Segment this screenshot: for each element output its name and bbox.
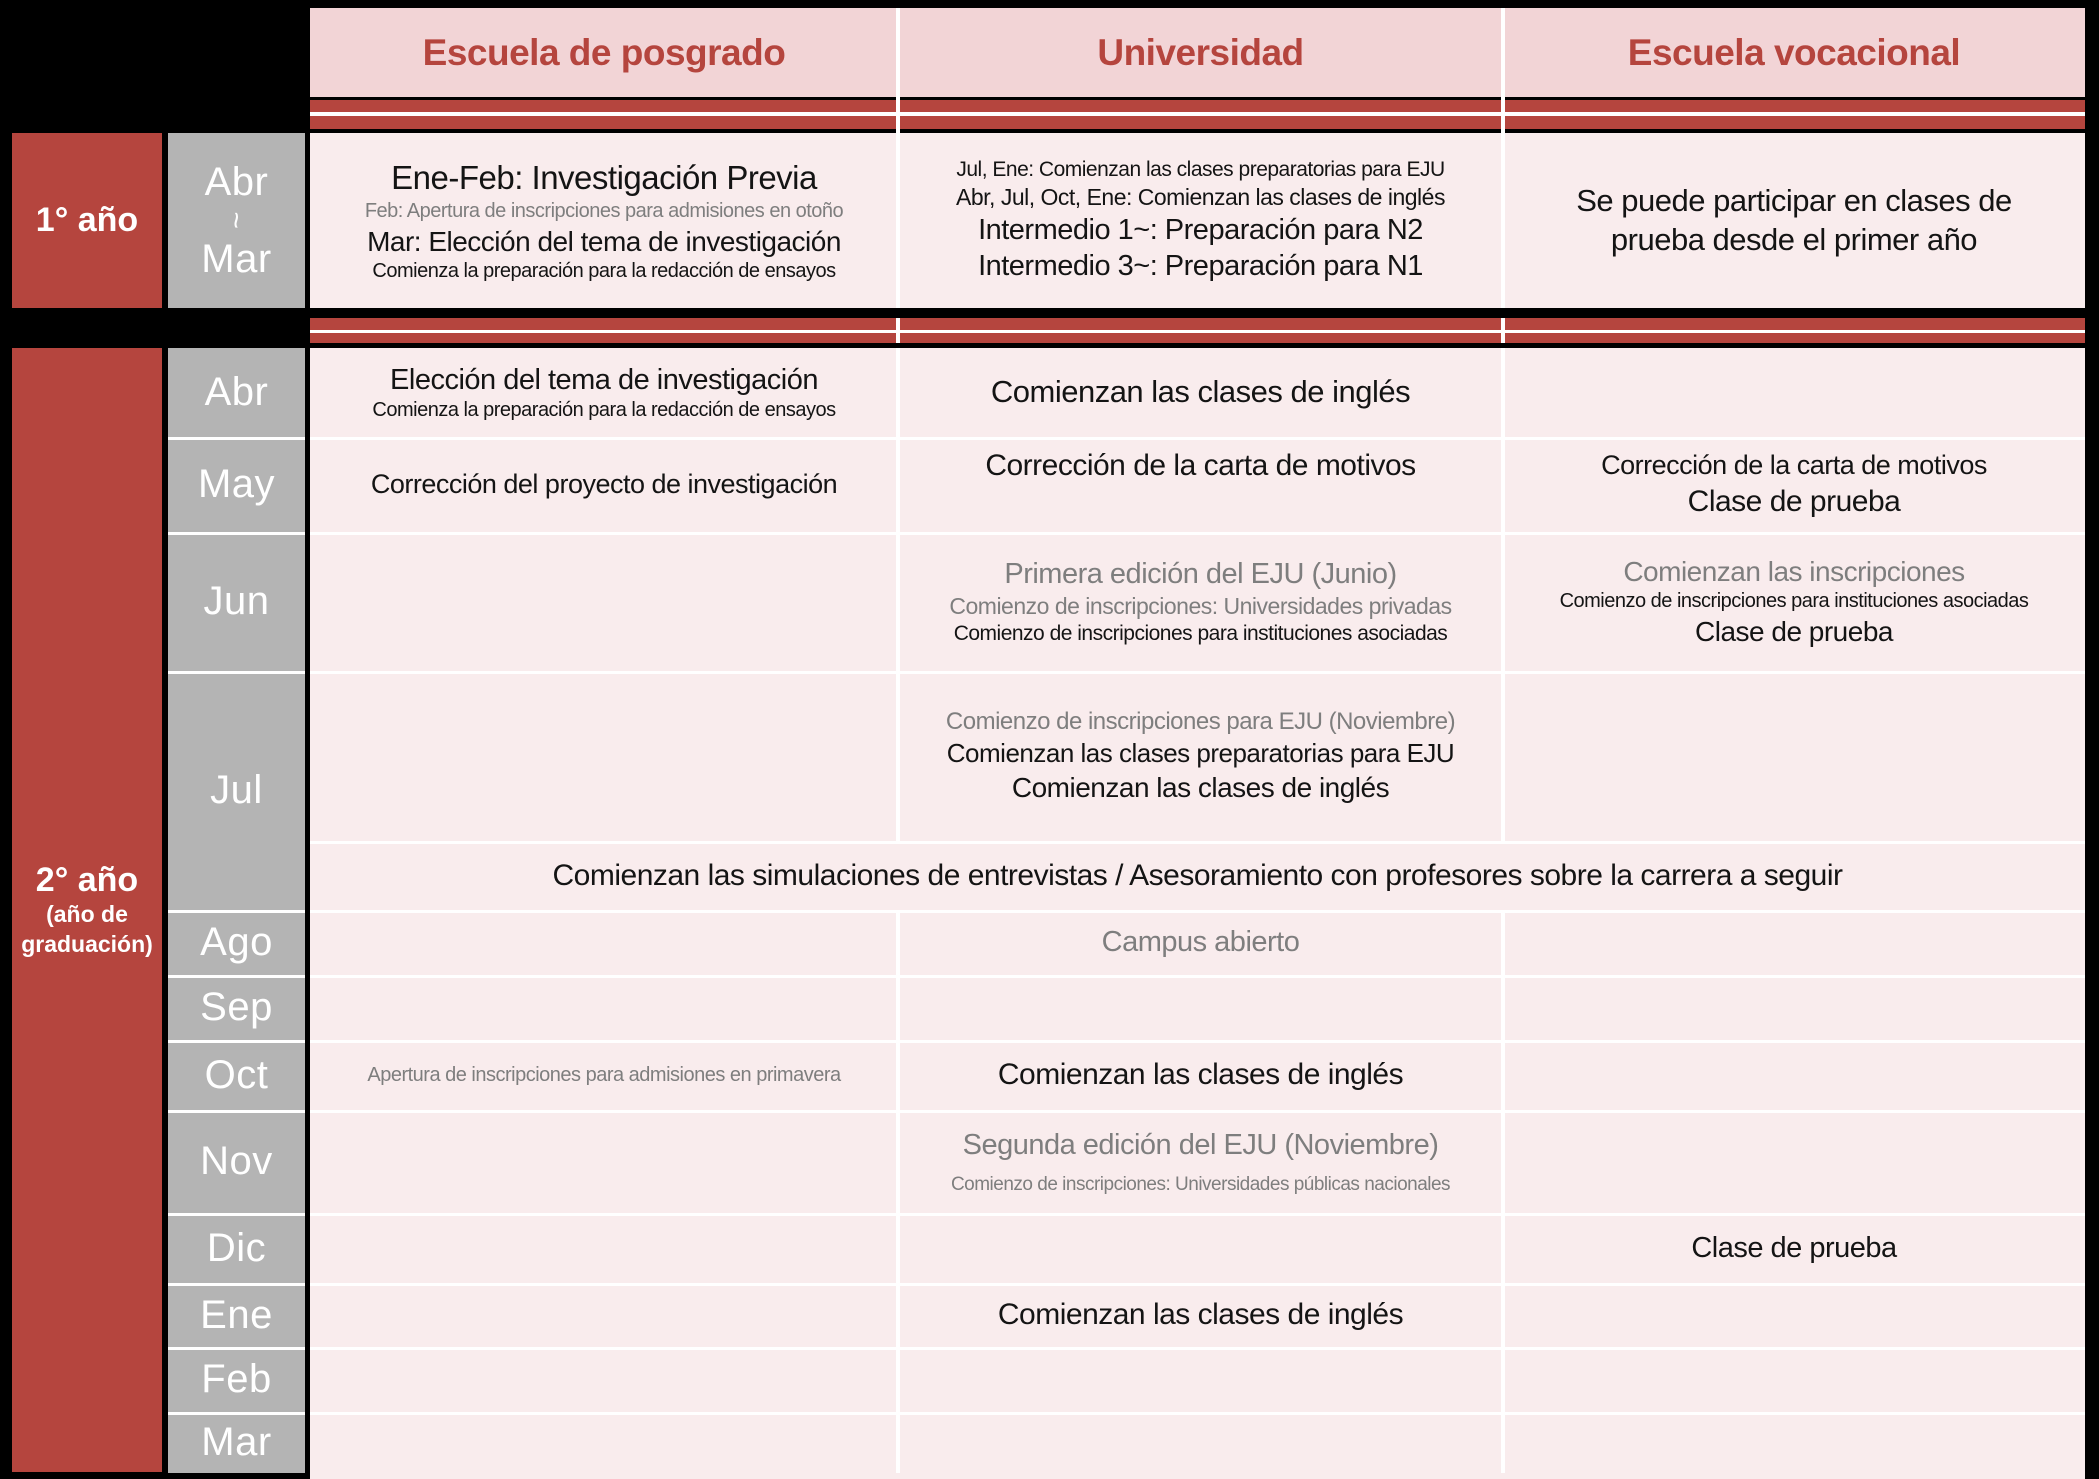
cell-nov-universidad xyxy=(898,1110,1503,1213)
cell-nov-posgrado-empty xyxy=(310,1110,898,1213)
cell-ago-universidad xyxy=(898,910,1503,975)
month-label: May xyxy=(197,462,276,506)
cell-oct-vocacional-empty xyxy=(1503,1040,2085,1110)
month-label: Sep xyxy=(200,985,273,1029)
cell-jul-posgrado-empty xyxy=(310,671,898,841)
month-label: Abr xyxy=(204,370,269,414)
cell-sep-universidad-empty xyxy=(898,975,1503,1040)
grid-line xyxy=(168,532,2085,535)
grid-line xyxy=(168,1040,2085,1043)
jun-vocacional-line3: Clase de prueba xyxy=(1695,616,1893,647)
may-vocacional-line1: Corrección de la carta de motivos xyxy=(1601,449,1987,480)
cell-year1-universidad xyxy=(898,133,1503,308)
abr-universidad-line1: Comienzan las clases de inglés xyxy=(990,374,1411,410)
month-label: Mar xyxy=(201,1420,272,1464)
year1-universidad-line1: Jul, Ene: Comienzan las clases preparatorias para EJU xyxy=(956,157,1445,181)
cell-dic-vocacional xyxy=(1503,1213,2085,1283)
grid-line xyxy=(168,910,2085,913)
year1-month-top: Abr xyxy=(204,160,269,204)
month-cell-mar xyxy=(168,1412,305,1473)
month-cell-sep xyxy=(168,975,305,1040)
cell-dic-universidad-empty xyxy=(898,1213,1503,1283)
cell-jul-universidad xyxy=(898,671,1503,841)
month-cell-nov xyxy=(168,1110,305,1213)
month-label: Ago xyxy=(200,920,273,964)
cell-year1-vocacional xyxy=(1503,133,2085,308)
grid-line xyxy=(896,318,900,343)
abr-posgrado-line1: Elección del tema de investigación xyxy=(390,363,818,396)
cell-dic-posgrado-empty xyxy=(310,1213,898,1283)
month-cell-dic xyxy=(168,1213,305,1283)
column-gap-mask xyxy=(305,97,310,1479)
header-posgrado-label: Escuela de posgrado xyxy=(422,31,786,73)
year1-label: 1° año xyxy=(35,201,139,239)
year1-cell xyxy=(12,133,162,308)
cell-feb-vocacional-empty xyxy=(1503,1347,2085,1412)
jun-vocacional-line2: Comienzo de inscripciones para instituciones asociadas xyxy=(1559,590,2029,612)
year1-month-bottom: Mar xyxy=(201,237,272,281)
jul-universidad-line1: Comienzo de inscripciones para EJU (Noviembre) xyxy=(945,708,1456,736)
year2-label: 2° año xyxy=(35,860,139,899)
grid-line xyxy=(168,1110,2085,1113)
header-universidad-label: Universidad xyxy=(1097,31,1304,73)
year1-posgrado-line4: Comienza la preparación para la redacción de ensayos xyxy=(372,259,836,282)
grid-line xyxy=(168,671,2085,674)
grid-line xyxy=(896,348,900,841)
cell-feb-posgrado-empty xyxy=(310,1347,898,1412)
year2-cell xyxy=(12,348,162,1472)
dic-vocacional-line1: Clase de prueba xyxy=(1691,1231,1897,1264)
oct-universidad-line1: Comienzan las clases de inglés xyxy=(997,1058,1404,1092)
cell-mar-posgrado-empty xyxy=(310,1412,898,1479)
grid-line xyxy=(1501,910,1505,1473)
cell-sep-vocacional-empty xyxy=(1503,975,2085,1040)
month-label: Feb xyxy=(201,1357,272,1401)
year1-universidad-line2: Abr, Jul, Oct, Ene: Comienzan las clases de inglés xyxy=(956,184,1445,210)
month-cell-ago xyxy=(168,910,305,975)
grid-line xyxy=(168,1283,2085,1286)
cell-oct-universidad xyxy=(898,1040,1503,1110)
may-vocacional-line2: Clase de prueba xyxy=(1687,484,1901,518)
year1-universidad-line3: Intermedio 1~: Preparación para N2 xyxy=(978,213,1423,246)
month-cell-feb xyxy=(168,1347,305,1412)
grid-line xyxy=(168,1213,2085,1216)
cell-mar-universidad-empty xyxy=(898,1412,1503,1479)
header-vocacional-label: Escuela vocacional xyxy=(1627,31,1961,73)
cell-ago-posgrado-empty xyxy=(310,910,898,975)
may-posgrado-line1: Corrección del proyecto de investigación xyxy=(370,468,838,499)
grid-line xyxy=(168,1412,2085,1415)
cell-may-universidad xyxy=(898,437,1503,532)
month-cell-jun xyxy=(168,532,305,671)
oct-posgrado-line1: Apertura de inscripciones para admisiones en primavera xyxy=(367,1063,841,1086)
jun-vocacional-line1: Comienzan las inscripciones xyxy=(1623,556,1965,587)
year1-universidad-line4: Intermedio 3~: Preparación para N1 xyxy=(978,250,1423,282)
ene-universidad-line1: Comienzan las clases de inglés xyxy=(997,1298,1404,1332)
grid-line xyxy=(896,910,900,1473)
cell-feb-universidad-empty xyxy=(898,1347,1503,1412)
cell-sep-posgrado-empty xyxy=(310,975,898,1040)
cell-interview-simulations xyxy=(310,841,2085,910)
divider-band-top-line xyxy=(310,112,2085,116)
header-posgrado xyxy=(310,8,898,97)
cell-year1-posgrado xyxy=(310,133,898,308)
year1-posgrado-line3: Mar: Elección del tema de investigación xyxy=(367,225,841,257)
ago-universidad-line1: Campus abierto xyxy=(1101,926,1300,959)
month-label: Ene xyxy=(200,1292,273,1337)
grid-line xyxy=(896,8,900,308)
cell-abr-posgrado xyxy=(310,348,898,437)
grid-line xyxy=(1501,8,1505,308)
cell-mar-vocacional-empty xyxy=(1503,1412,2085,1479)
jul-universidad-line3: Comienzan las clases de inglés xyxy=(1011,771,1390,803)
jun-universidad-line2: Comienzo de inscripciones: Universidades privadas xyxy=(949,593,1452,620)
month-label: Jul xyxy=(210,768,263,812)
grid-line xyxy=(1501,318,1505,343)
month-cell-may xyxy=(168,437,305,532)
cell-jun-universidad xyxy=(898,532,1503,671)
cell-ago-vocacional-empty xyxy=(1503,910,2085,975)
cell-ene-universidad xyxy=(898,1283,1503,1347)
jun-universidad-line3: Comienzo de inscripciones para instituciones asociadas xyxy=(953,621,1448,645)
nov-universidad-line1: Segunda edición del EJU (Noviembre) xyxy=(962,1128,1439,1161)
interview-simulations-text: Comienzan las simulaciones de entrevistas / Asesoramiento con profesores sobre la carrera a seguir xyxy=(552,858,1843,892)
may-universidad-line1: Corrección de la carta de motivos xyxy=(985,449,1416,482)
month-label: Dic xyxy=(206,1225,267,1270)
cell-oct-posgrado xyxy=(310,1040,898,1110)
month-label: Oct xyxy=(204,1052,269,1097)
year2-sublabel: (año de graduación) xyxy=(21,900,153,957)
header-universidad xyxy=(898,8,1503,97)
month-cell-jul xyxy=(168,671,305,910)
month-cell-abr xyxy=(168,348,305,437)
tilde-range-icon: ~ xyxy=(220,211,253,230)
month-cell-ene xyxy=(168,1283,305,1347)
cell-may-vocacional xyxy=(1503,437,2085,532)
month-cell-year1 xyxy=(168,133,305,308)
jul-universidad-line2: Comienzan las clases preparatorias para EJU xyxy=(946,738,1455,769)
grid-line xyxy=(310,841,2085,844)
cell-jun-posgrado-empty xyxy=(310,532,898,671)
cell-abr-universidad xyxy=(898,348,1503,437)
grid-line xyxy=(1501,348,1505,841)
cell-ene-vocacional-empty xyxy=(1503,1283,2085,1347)
jun-universidad-line1: Primera edición del EJU (Junio) xyxy=(1004,557,1397,590)
cell-ene-posgrado-empty xyxy=(310,1283,898,1347)
header-vocacional xyxy=(1503,8,2085,97)
month-label: Nov xyxy=(200,1139,273,1183)
grid-line xyxy=(168,975,2085,978)
cell-jul-vocacional-empty xyxy=(1503,671,2085,841)
year1-vocacional-line1: Se puede participar en clases de prueba desde el primer año xyxy=(1576,182,2012,257)
cell-nov-vocacional-empty xyxy=(1503,1110,2085,1213)
cell-may-posgrado xyxy=(310,437,898,532)
abr-posgrado-line2: Comienza la preparación para la redacción de ensayos xyxy=(372,399,836,422)
month-cell-oct xyxy=(168,1040,305,1110)
year1-posgrado-line1: Ene-Feb: Investigación Previa xyxy=(391,159,817,197)
cell-jun-vocacional xyxy=(1503,532,2085,671)
divider-band-middle-line xyxy=(310,330,2085,333)
month-label: Jun xyxy=(203,579,270,623)
grid-line xyxy=(168,1347,2085,1350)
nov-universidad-line2: Comienzo de inscripciones: Universidades públicas nacionales xyxy=(950,1173,1451,1195)
cell-abr-vocacional-empty xyxy=(1503,348,2085,437)
year1-posgrado-line2: Feb: Apertura de inscripciones para admisiones en otoño xyxy=(364,199,844,222)
grid-line xyxy=(168,437,2085,440)
